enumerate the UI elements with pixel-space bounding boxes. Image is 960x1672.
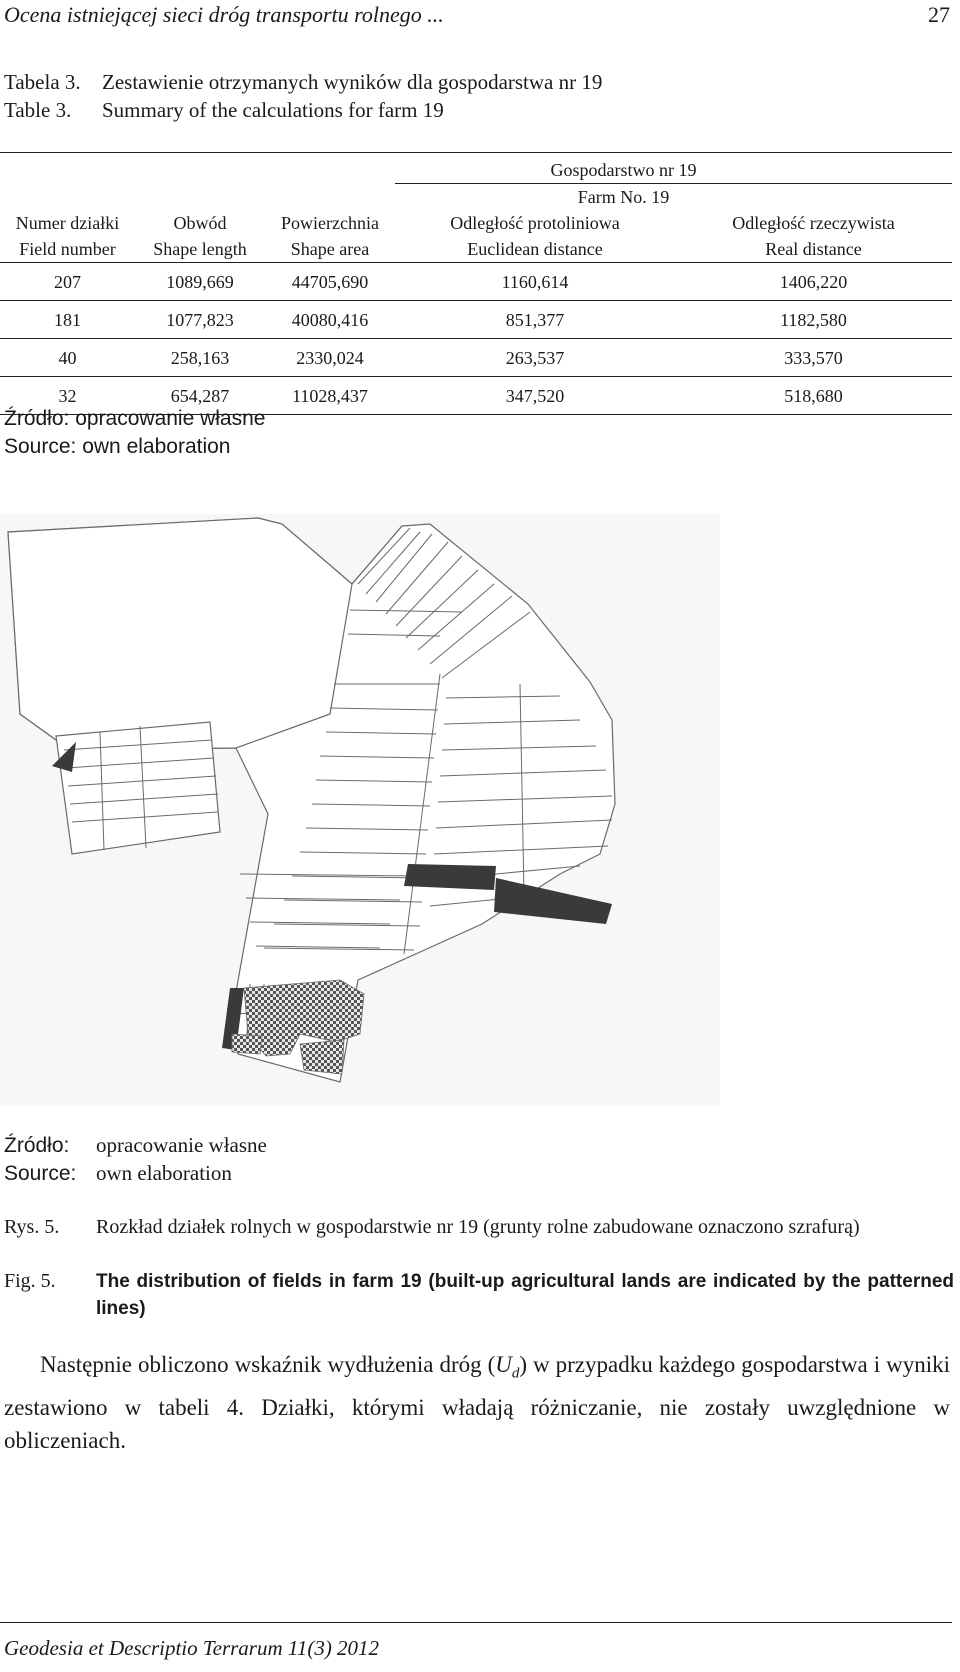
field-207 xyxy=(404,864,496,890)
results-table xyxy=(0,152,952,415)
table-cell: 263,537 xyxy=(395,339,675,377)
body-paragraph xyxy=(4,1348,950,1457)
table-cell: 40 xyxy=(0,339,135,377)
figure-source-pl xyxy=(4,1130,267,1161)
table-caption-en-text: Summary of the calculations for farm 19 xyxy=(102,98,444,122)
group-header-en: Farm No. 19 xyxy=(577,187,670,207)
paragraph-symbol: U xyxy=(495,1352,512,1377)
table-cell: 1182,580 xyxy=(675,301,952,339)
table-cell: 1089,669 xyxy=(135,263,265,301)
table-row xyxy=(0,301,952,339)
figure-caption-pl-text: Rozkład działek rolnych w gospodarstwie nr 19 (grunty rolne zabudowane oznaczono szrafurą) xyxy=(96,1216,860,1238)
figure-source-en xyxy=(4,1158,232,1189)
paragraph-subscript: d xyxy=(511,1365,520,1382)
field-map-figure xyxy=(0,514,720,1106)
page-number: 27 xyxy=(928,2,950,27)
table-cell: 1160,614 xyxy=(395,263,675,301)
table-header-row xyxy=(0,210,952,263)
figure-caption-pl-label: Rys. 5. xyxy=(4,1216,60,1238)
table-caption-pl xyxy=(4,68,602,96)
figure-source-en-label: Source: xyxy=(4,1162,77,1185)
table-cell: 32 xyxy=(0,377,135,415)
figure-caption-pl xyxy=(4,1214,954,1241)
west-block xyxy=(56,722,220,854)
table-cell: 181 xyxy=(0,301,135,339)
running-header-title: Ocena istniejącej sieci dróg transportu rolnego ... xyxy=(4,2,444,27)
column-header: Numer działki Field number xyxy=(0,210,135,263)
table-cell: 258,163 xyxy=(135,339,265,377)
figure-caption-en-label: Fig. 5. xyxy=(4,1270,56,1292)
column-header: Obwód Shape length xyxy=(135,210,265,263)
figure-caption-en xyxy=(4,1268,954,1322)
table-group-header-row-en xyxy=(0,184,952,211)
figure-source-pl-label: Źródło: xyxy=(4,1134,70,1157)
table-cell: 654,287 xyxy=(135,377,265,415)
table-cell: 851,377 xyxy=(395,301,675,339)
table-cell: 333,570 xyxy=(675,339,952,377)
table-cell: 2330,024 xyxy=(265,339,395,377)
table-caption-pl-text: Zestawienie otrzymanych wyników dla gospodarstwa nr 19 xyxy=(102,70,603,94)
figure-source-pl-text: opracowanie własne xyxy=(96,1133,267,1157)
table-cell: 347,520 xyxy=(395,377,675,415)
table-source-pl: Źródło: opracowanie własne xyxy=(4,407,266,430)
table-cell: 40080,416 xyxy=(265,301,395,339)
table-cell: 11028,437 xyxy=(265,377,395,415)
table-row xyxy=(0,263,952,301)
table-cell: 1077,823 xyxy=(135,301,265,339)
column-header: Odległość rzeczywista Real distance xyxy=(675,210,952,263)
figure-source-en-text: own elaboration xyxy=(96,1161,232,1185)
journal-footer: Geodesia et Descriptio Terrarum 11(3) 2012 xyxy=(4,1636,380,1660)
column-header: Odległość protoliniowa Euclidean distance xyxy=(395,210,675,263)
figure-caption-en-text: The distribution of fields in farm 19 (built-up agricultural lands are indicated by the patterned lines) xyxy=(96,1271,954,1319)
table-caption-en xyxy=(4,96,444,124)
table-caption-pl-label: Tabela 3. xyxy=(4,70,81,94)
table-row xyxy=(0,339,952,377)
paragraph-text-before: Następnie obliczono wskaźnik wydłużenia dróg ( xyxy=(40,1352,496,1377)
table-cell: 44705,690 xyxy=(265,263,395,301)
table-cell: 207 xyxy=(0,263,135,301)
group-header-pl: Gospodarstwo nr 19 xyxy=(550,160,697,180)
table-cell: 1406,220 xyxy=(675,263,952,301)
table-cell: 518,680 xyxy=(675,377,952,415)
open-field xyxy=(8,518,352,750)
table-group-header-row xyxy=(0,153,952,184)
table-source-en: Source: own elaboration xyxy=(4,435,231,458)
footer-rule xyxy=(0,1622,952,1623)
column-header: Powierzchnia Shape area xyxy=(265,210,395,263)
paragraph-text-after: ) w przypadku każdego gospodarstwa i wyniki zestawiono w tabeli 4. Działki, którymi władają różniczanie, nie zostały uwzględnione w obliczeniach. xyxy=(4,1352,950,1453)
table-caption-en-label: Table 3. xyxy=(4,98,72,122)
